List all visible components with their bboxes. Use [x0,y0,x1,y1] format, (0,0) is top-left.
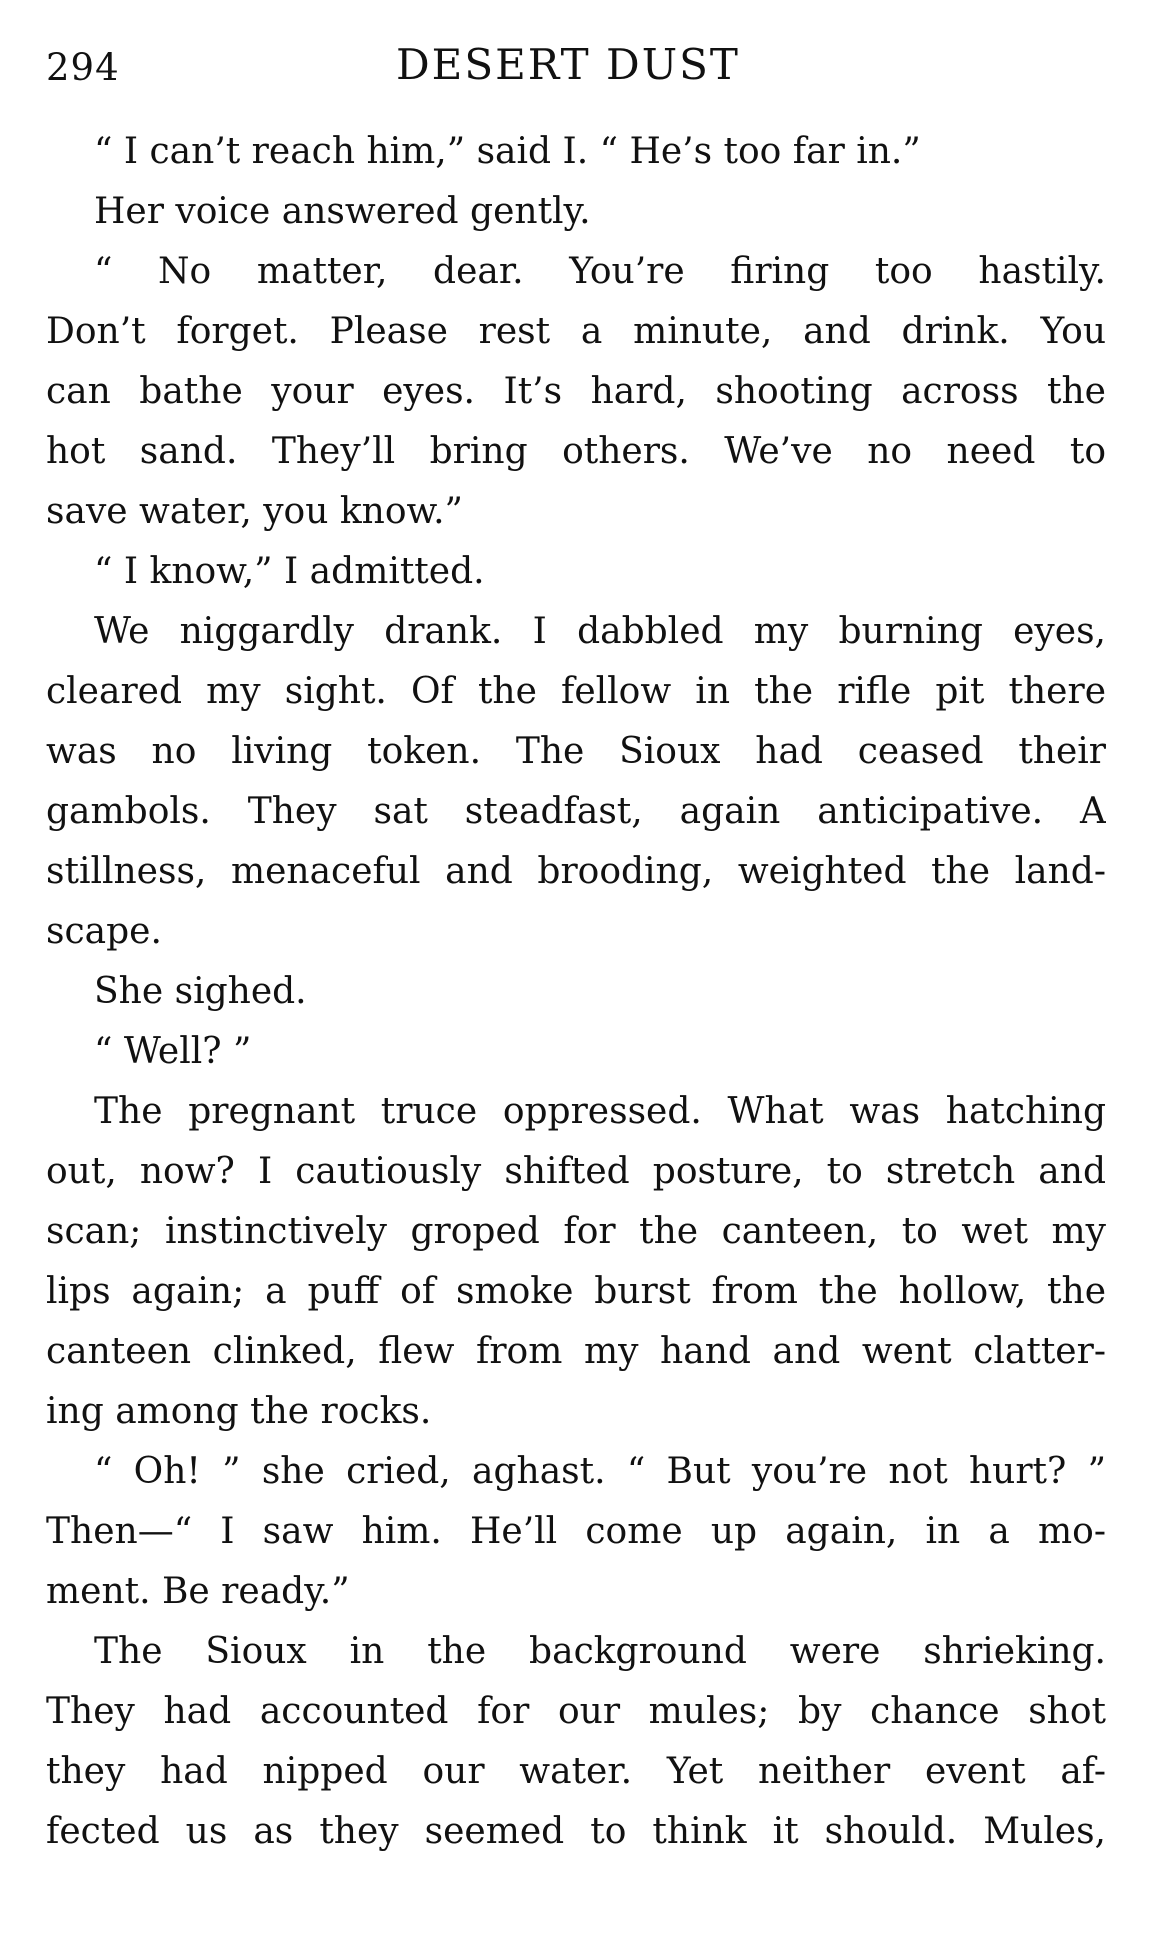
text-line: canteen clinked, flew from my hand and went clatter- [46,1331,1106,1372]
text-line: The Sioux in the background were shrieking. [94,1631,1106,1672]
text-line: save water, you know.” [46,491,463,532]
text-line: ing among the rocks. [46,1391,432,1432]
text-line: out, now? I cautiously shifted posture, to stretch and [46,1151,1106,1192]
text-line: scan; instinctively groped for the canteen, to wet my [46,1211,1106,1252]
text-line: was no living token. The Sioux had ceased their [46,731,1106,772]
text-line: can bathe your eyes. It’s hard, shooting across the [46,371,1106,412]
text-line: they had nipped our water. Yet neither event af- [46,1751,1106,1792]
text-line: We niggardly drank. I dabbled my burning eyes, [94,611,1106,652]
text-line: “ No matter, dear. You’re firing too hastily. [94,251,1106,292]
text-line: fected us as they seemed to think it should. Mules, [46,1811,1106,1852]
text-line: She sighed. [94,971,307,1012]
text-line: “ I know,” I admitted. [94,551,485,592]
text-line: “ I can’t reach him,” said I. “ He’s too far in.” [94,131,921,172]
page-header [46,30,1106,100]
text-line: The pregnant truce oppressed. What was hatching [94,1091,1106,1132]
page-number: 294 [46,46,120,89]
text-line: Her voice answered gently. [94,191,591,232]
text-line: cleared my sight. Of the fellow in the rifle pit there [46,671,1106,712]
text-line: stillness, menaceful and brooding, weighted the land- [46,851,1106,892]
text-line: Don’t forget. Please rest a minute, and drink. You [46,311,1106,352]
text-line: ment. Be ready.” [46,1571,350,1612]
text-line: Then—“ I saw him. He’ll come up again, in a mo- [46,1511,1106,1552]
text-line: scape. [46,911,162,952]
text-line: They had accounted for our mules; by chance shot [46,1691,1106,1732]
text-line: hot sand. They’ll bring others. We’ve no need to [46,431,1106,472]
body-text [46,122,1106,1862]
text-line: “ Oh! ” she cried, aghast. “ But you’re not hurt? ” [94,1451,1106,1492]
running-title: DESERT DUST [396,40,740,89]
text-line: “ Well? ” [94,1031,252,1072]
text-line: gambols. They sat steadfast, again anticipative. A [46,791,1106,832]
text-line: lips again; a puff of smoke burst from the hollow, the [46,1271,1106,1312]
